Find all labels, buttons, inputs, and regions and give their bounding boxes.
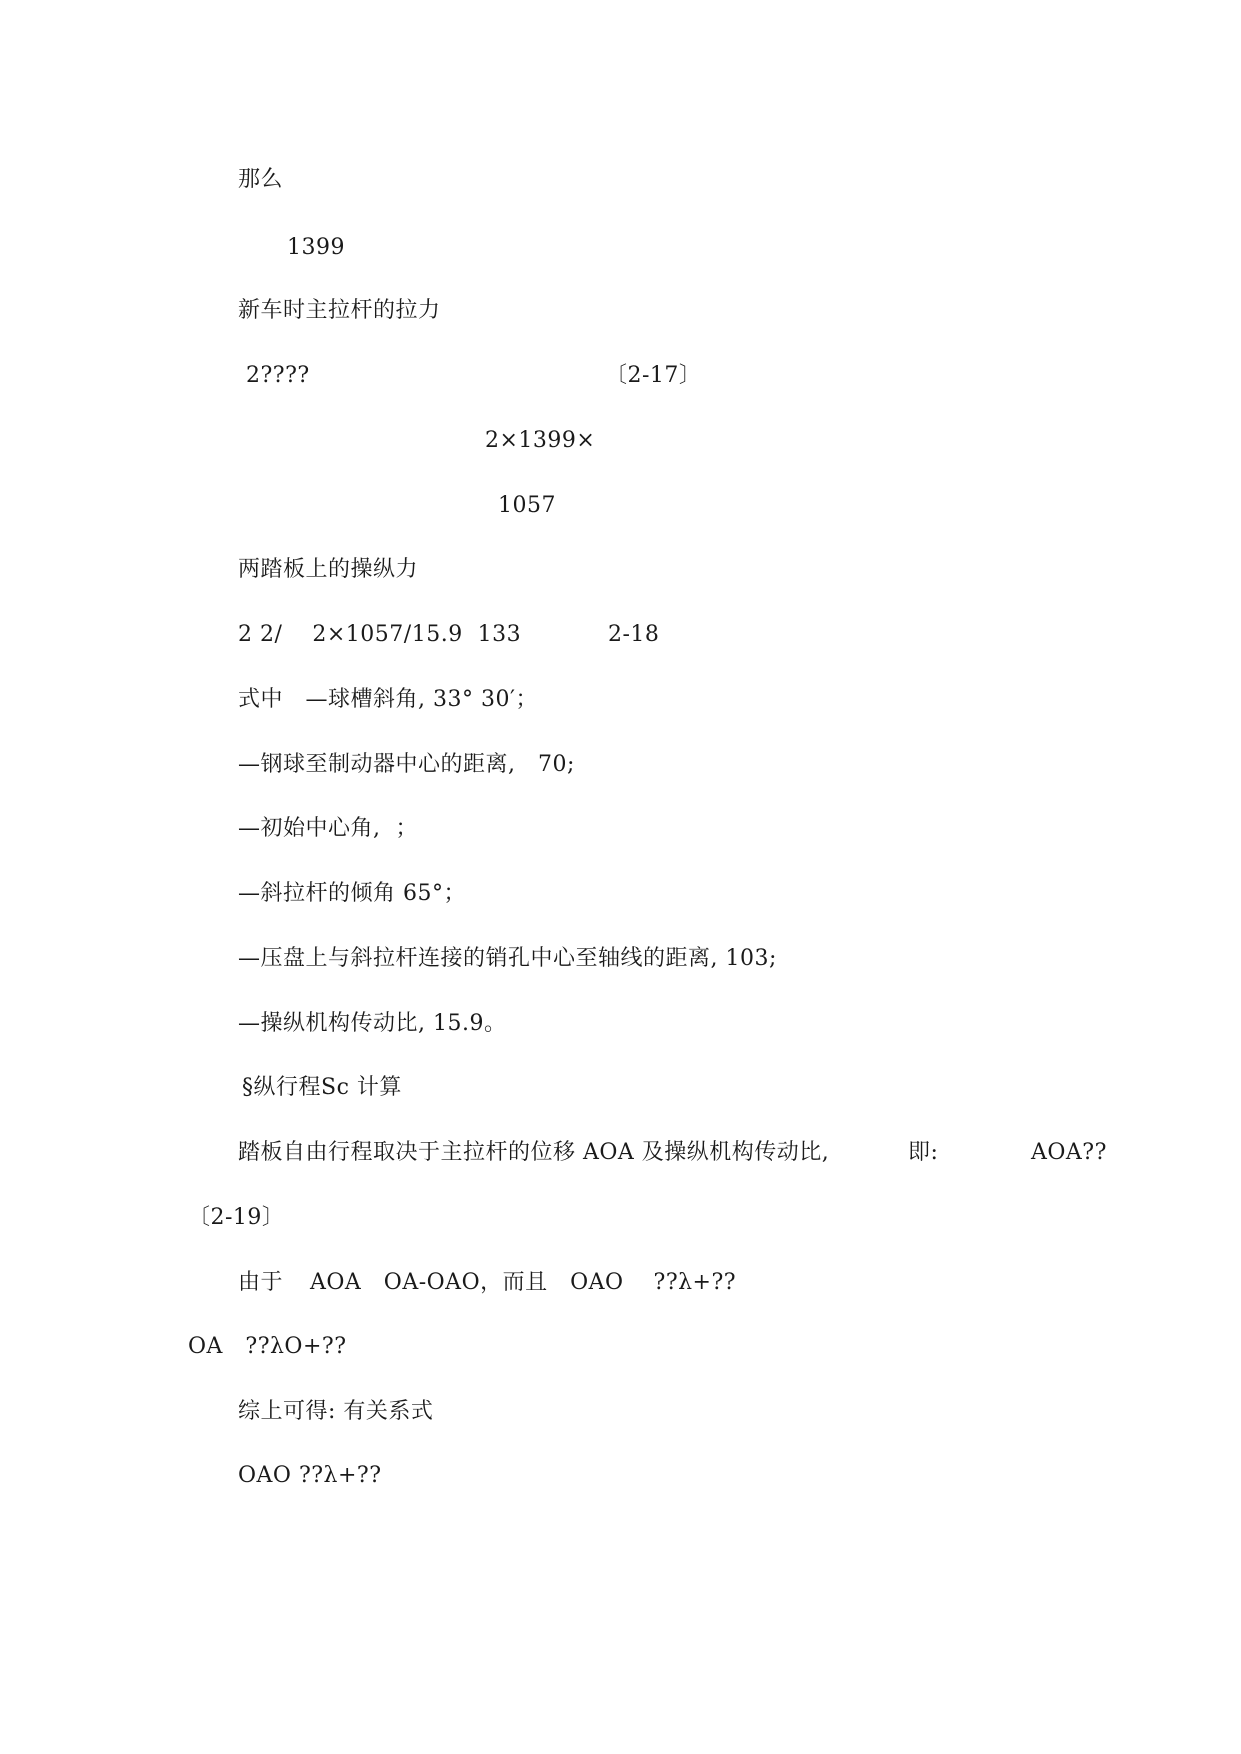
text-line: 那么 xyxy=(238,167,284,192)
equation-number: 〔2-19〕 xyxy=(188,1205,285,1230)
text-line: 新车时主拉杆的拉力 xyxy=(238,298,441,323)
equation-line: OA ??λO+?? xyxy=(188,1334,347,1359)
equation-value: 1399 xyxy=(287,235,345,260)
text-line: 即: xyxy=(908,1140,939,1165)
equation-line: AOA OA-OAO，而且 OAO ??λ+?? xyxy=(310,1270,737,1295)
section-heading: §纵行程Sc 计算 xyxy=(242,1075,402,1100)
text-line: —斜拉杆的倾角 65°； xyxy=(238,881,466,906)
text-line: 由于 xyxy=(238,1270,284,1295)
text-line: —操纵机构传动比, 15.9。 xyxy=(238,1011,507,1036)
text-line: —初始中心角, ； xyxy=(238,816,418,841)
text-line: 踏板自由行程取决于主拉杆的位移 AOA 及操纵机构传动比, xyxy=(238,1140,830,1165)
equation-number: 2-18 xyxy=(608,622,660,647)
equation-line: OAO ??λ+?? xyxy=(238,1463,382,1488)
equation-line: 2 2/ 2×1057/15.9 133 xyxy=(238,622,522,647)
equation-number: 〔2-17〕 xyxy=(605,363,702,388)
text-line: —压盘上与斜拉杆连接的销孔中心至轴线的距离, 103; xyxy=(238,946,777,971)
text-line: —钢球至制动器中心的距离, 70; xyxy=(238,752,575,777)
text-line: 两踏板上的操纵力 xyxy=(238,557,419,582)
equation-line: AOA?? xyxy=(1031,1140,1107,1165)
equation-line: 1057 xyxy=(498,493,556,518)
text-line: 式中 —球槽斜角, 33° 30′； xyxy=(238,687,538,712)
equation-line: 2×1399× xyxy=(485,428,596,453)
text-line: 综上可得: 有关系式 xyxy=(238,1399,434,1424)
equation-line: 2???? xyxy=(246,363,310,388)
